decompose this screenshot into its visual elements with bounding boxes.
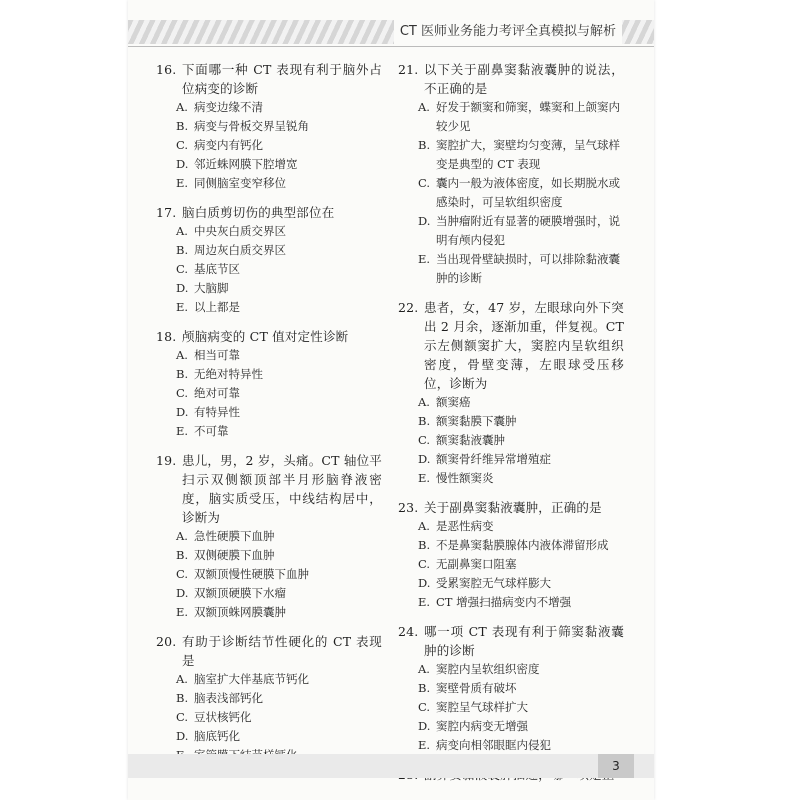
question-item — [398, 498, 624, 612]
option-letter: D. — [418, 452, 431, 466]
question-item — [156, 327, 382, 441]
answer-option — [156, 346, 382, 365]
question-number: 21. — [398, 62, 419, 77]
option-text: 是恶性病变 — [436, 519, 494, 533]
answer-option — [398, 717, 624, 736]
option-text: 额窦骨纤维异常增殖症 — [436, 452, 551, 466]
option-letter: E. — [176, 176, 189, 190]
option-text: 无副鼻窦口阻塞 — [436, 557, 517, 571]
option-text: 受累窦腔无气球样膨大 — [436, 576, 551, 590]
option-letter: A. — [418, 100, 430, 114]
running-header-title: CT 医师业务能力考评全真模拟与解析 — [394, 20, 622, 44]
question-item — [398, 60, 624, 288]
option-text: 豆状核钙化 — [194, 710, 252, 724]
answer-option — [156, 136, 382, 155]
page-number: 3 — [598, 754, 634, 778]
question-text: 颅脑病变的 CT 值对定性诊断 — [182, 329, 349, 344]
answer-option — [156, 260, 382, 279]
option-text: 病变边缘不清 — [194, 100, 263, 114]
option-text: 囊内一般为液体密度，如长期脱水或感染时，可呈软组织密度 — [436, 176, 620, 209]
answer-option — [156, 174, 382, 193]
option-text: 双侧硬膜下血肿 — [194, 548, 275, 562]
option-text: 双额顶慢性硬膜下血肿 — [194, 567, 309, 581]
option-letter: B. — [418, 538, 431, 552]
option-letter: B. — [176, 691, 189, 705]
left-question-column — [156, 60, 382, 775]
option-text: 双额顶蛛网膜囊肿 — [194, 605, 286, 619]
option-letter: E. — [418, 595, 431, 609]
option-text: 脑底钙化 — [194, 729, 240, 743]
option-text: 当肿瘤附近有显著的硬膜增强时，说明有颅内侵犯 — [436, 214, 620, 247]
option-text: 大脑脚 — [194, 281, 229, 295]
answer-option — [156, 670, 382, 689]
answer-option — [156, 727, 382, 746]
answer-option — [398, 469, 624, 488]
option-letter: B. — [176, 243, 189, 257]
question-item — [398, 622, 624, 755]
answer-option — [398, 136, 624, 174]
option-letter: B. — [418, 681, 431, 695]
answer-option — [156, 241, 382, 260]
question-stem — [398, 622, 624, 660]
question-item — [398, 298, 624, 488]
answer-option — [398, 250, 624, 288]
option-text: 周边灰白质交界区 — [194, 243, 286, 257]
question-stem — [398, 60, 624, 98]
option-letter: D. — [176, 281, 189, 295]
answer-option — [398, 660, 624, 679]
option-text: 不是鼻窦黏膜腺体内液体滞留形成 — [436, 538, 609, 552]
option-letter: D. — [176, 586, 189, 600]
option-text: CT 增强扫描病变内不增强 — [436, 595, 572, 609]
option-text: 当出现骨壁缺损时，可以排除黏液囊肿的诊断 — [436, 252, 620, 285]
answer-option — [398, 593, 624, 612]
answer-option — [398, 736, 624, 755]
answer-option — [398, 450, 624, 469]
answer-option — [156, 403, 382, 422]
answer-option — [156, 365, 382, 384]
answer-option — [156, 603, 382, 622]
question-number: 23. — [398, 500, 419, 515]
option-letter: E. — [418, 738, 431, 752]
answer-option — [156, 98, 382, 117]
answer-option — [156, 708, 382, 727]
option-text: 不可靠 — [194, 424, 229, 438]
answer-option — [156, 384, 382, 403]
option-text: 基底节区 — [194, 262, 240, 276]
option-text: 脑室扩大伴基底节钙化 — [194, 672, 309, 686]
option-text: 额窦黏膜下囊肿 — [436, 414, 517, 428]
option-letter: D. — [418, 719, 431, 733]
option-text: 窦腔扩大，窦壁均匀变薄，呈气球样变是典型的 CT 表现 — [436, 138, 620, 171]
option-text: 双额顶硬膜下水瘤 — [194, 586, 286, 600]
answer-option — [156, 155, 382, 174]
option-letter: D. — [418, 576, 431, 590]
question-item — [156, 632, 382, 765]
option-letter: C. — [418, 557, 431, 571]
option-letter: C. — [418, 700, 431, 714]
question-number: 19. — [156, 453, 177, 468]
option-text: 窦腔内呈软组织密度 — [436, 662, 540, 676]
book-page — [128, 0, 654, 800]
option-text: 脑表浅部钙化 — [194, 691, 263, 705]
option-letter: C. — [176, 262, 189, 276]
option-text: 无绝对特异性 — [194, 367, 263, 381]
question-text: 以下关于副鼻窦黏液囊肿的说法，不正确的是 — [424, 62, 624, 96]
question-item — [156, 60, 382, 193]
question-stem — [156, 60, 382, 98]
option-letter: A. — [176, 672, 188, 686]
option-text: 以上都是 — [194, 300, 240, 314]
option-letter: C. — [418, 433, 431, 447]
option-letter: D. — [176, 405, 189, 419]
option-letter: A. — [176, 224, 188, 238]
option-letter: C. — [176, 710, 189, 724]
question-stem — [156, 327, 382, 346]
option-letter: B. — [418, 138, 431, 152]
question-item — [156, 203, 382, 317]
right-question-column — [398, 60, 624, 794]
option-letter: A. — [176, 100, 188, 114]
option-letter: C. — [176, 386, 189, 400]
option-text: 慢性额窦炎 — [436, 471, 494, 485]
option-text: 额窦癌 — [436, 395, 471, 409]
option-text: 病变内有钙化 — [194, 138, 263, 152]
answer-option — [156, 117, 382, 136]
answer-option — [156, 546, 382, 565]
option-text: 中央灰白质交界区 — [194, 224, 286, 238]
option-letter: B. — [176, 119, 189, 133]
answer-option — [156, 222, 382, 241]
option-letter: C. — [418, 176, 431, 190]
question-number: 24. — [398, 624, 419, 639]
option-letter: A. — [176, 348, 188, 362]
option-letter: C. — [176, 138, 189, 152]
option-letter: E. — [418, 252, 431, 266]
question-text: 关于副鼻窦黏液囊肿，正确的是 — [424, 500, 602, 515]
answer-option — [398, 98, 624, 136]
question-number: 17. — [156, 205, 177, 220]
question-number: 16. — [156, 62, 177, 77]
answer-option — [398, 698, 624, 717]
answer-option — [398, 517, 624, 536]
answer-option — [398, 212, 624, 250]
option-letter: B. — [418, 414, 431, 428]
option-text: 同侧脑室变窄移位 — [194, 176, 286, 190]
option-text: 相当可靠 — [194, 348, 240, 362]
option-text: 邻近蛛网膜下腔增宽 — [194, 157, 298, 171]
option-text: 急性硬膜下血肿 — [194, 529, 275, 543]
option-letter: E. — [176, 300, 189, 314]
option-letter: B. — [176, 367, 189, 381]
answer-option — [398, 412, 624, 431]
option-letter: A. — [418, 395, 430, 409]
option-text: 绝对可靠 — [194, 386, 240, 400]
option-text: 病变与骨板交界呈锐角 — [194, 119, 309, 133]
option-letter: D. — [418, 214, 431, 228]
answer-option — [156, 689, 382, 708]
answer-option — [156, 422, 382, 441]
question-stem — [156, 451, 382, 527]
question-text: 患者，女，47 岁，左眼球向外下突出 2 月余，逐渐加重，伴复视。CT 示左侧额窦扩大，窦腔内呈软组织密度，骨壁变薄，左眼球受压移位，诊断为 — [424, 300, 624, 391]
question-text: 下面哪一种 CT 表现有利于脑外占位病变的诊断 — [182, 62, 382, 96]
option-letter: A. — [418, 662, 430, 676]
option-letter: D. — [176, 729, 189, 743]
answer-option — [156, 565, 382, 584]
question-item — [156, 451, 382, 622]
question-number: 22. — [398, 300, 419, 315]
option-letter: A. — [418, 519, 430, 533]
answer-option — [156, 527, 382, 546]
answer-option — [398, 174, 624, 212]
question-text: 有助于诊断结节性硬化的 CT 表现是 — [182, 634, 382, 668]
answer-option — [156, 584, 382, 603]
answer-option — [398, 536, 624, 555]
option-text: 窦壁骨质有破坏 — [436, 681, 517, 695]
option-letter: C. — [176, 567, 189, 581]
option-text: 额窦黏液囊肿 — [436, 433, 505, 447]
question-stem — [398, 298, 624, 393]
question-stem — [398, 498, 624, 517]
answer-option — [398, 431, 624, 450]
option-letter: B. — [176, 548, 189, 562]
question-number: 18. — [156, 329, 177, 344]
question-stem — [156, 203, 382, 222]
answer-option — [398, 574, 624, 593]
answer-option — [398, 393, 624, 412]
option-letter: E. — [176, 605, 189, 619]
option-text: 好发于额窦和筛窦，蝶窦和上颌窦内较少见 — [436, 100, 620, 133]
answer-option — [398, 555, 624, 574]
option-letter: A. — [176, 529, 188, 543]
question-text: 脑白质剪切伤的典型部位在 — [182, 205, 335, 220]
question-text: 哪一项 CT 表现有利于筛窦黏液囊肿的诊断 — [424, 624, 624, 658]
header-divider — [128, 46, 654, 47]
answer-option — [398, 679, 624, 698]
footer-decoration — [128, 754, 654, 778]
option-text: 窦腔呈气球样扩大 — [436, 700, 528, 714]
answer-option — [156, 298, 382, 317]
option-letter: E. — [176, 424, 189, 438]
answer-option — [156, 279, 382, 298]
option-text: 窦腔内病变无增强 — [436, 719, 528, 733]
option-letter: E. — [418, 471, 431, 485]
question-text: 患儿，男，2 岁，头痛。CT 轴位平扫示双侧额顶部半月形脑脊液密度，脑实质受压，中线结构居中，诊断为 — [182, 453, 382, 525]
question-number: 20. — [156, 634, 177, 649]
option-text: 有特异性 — [194, 405, 240, 419]
question-stem — [156, 632, 382, 670]
option-letter: D. — [176, 157, 189, 171]
option-text: 病变向相邻眼眶内侵犯 — [436, 738, 551, 752]
